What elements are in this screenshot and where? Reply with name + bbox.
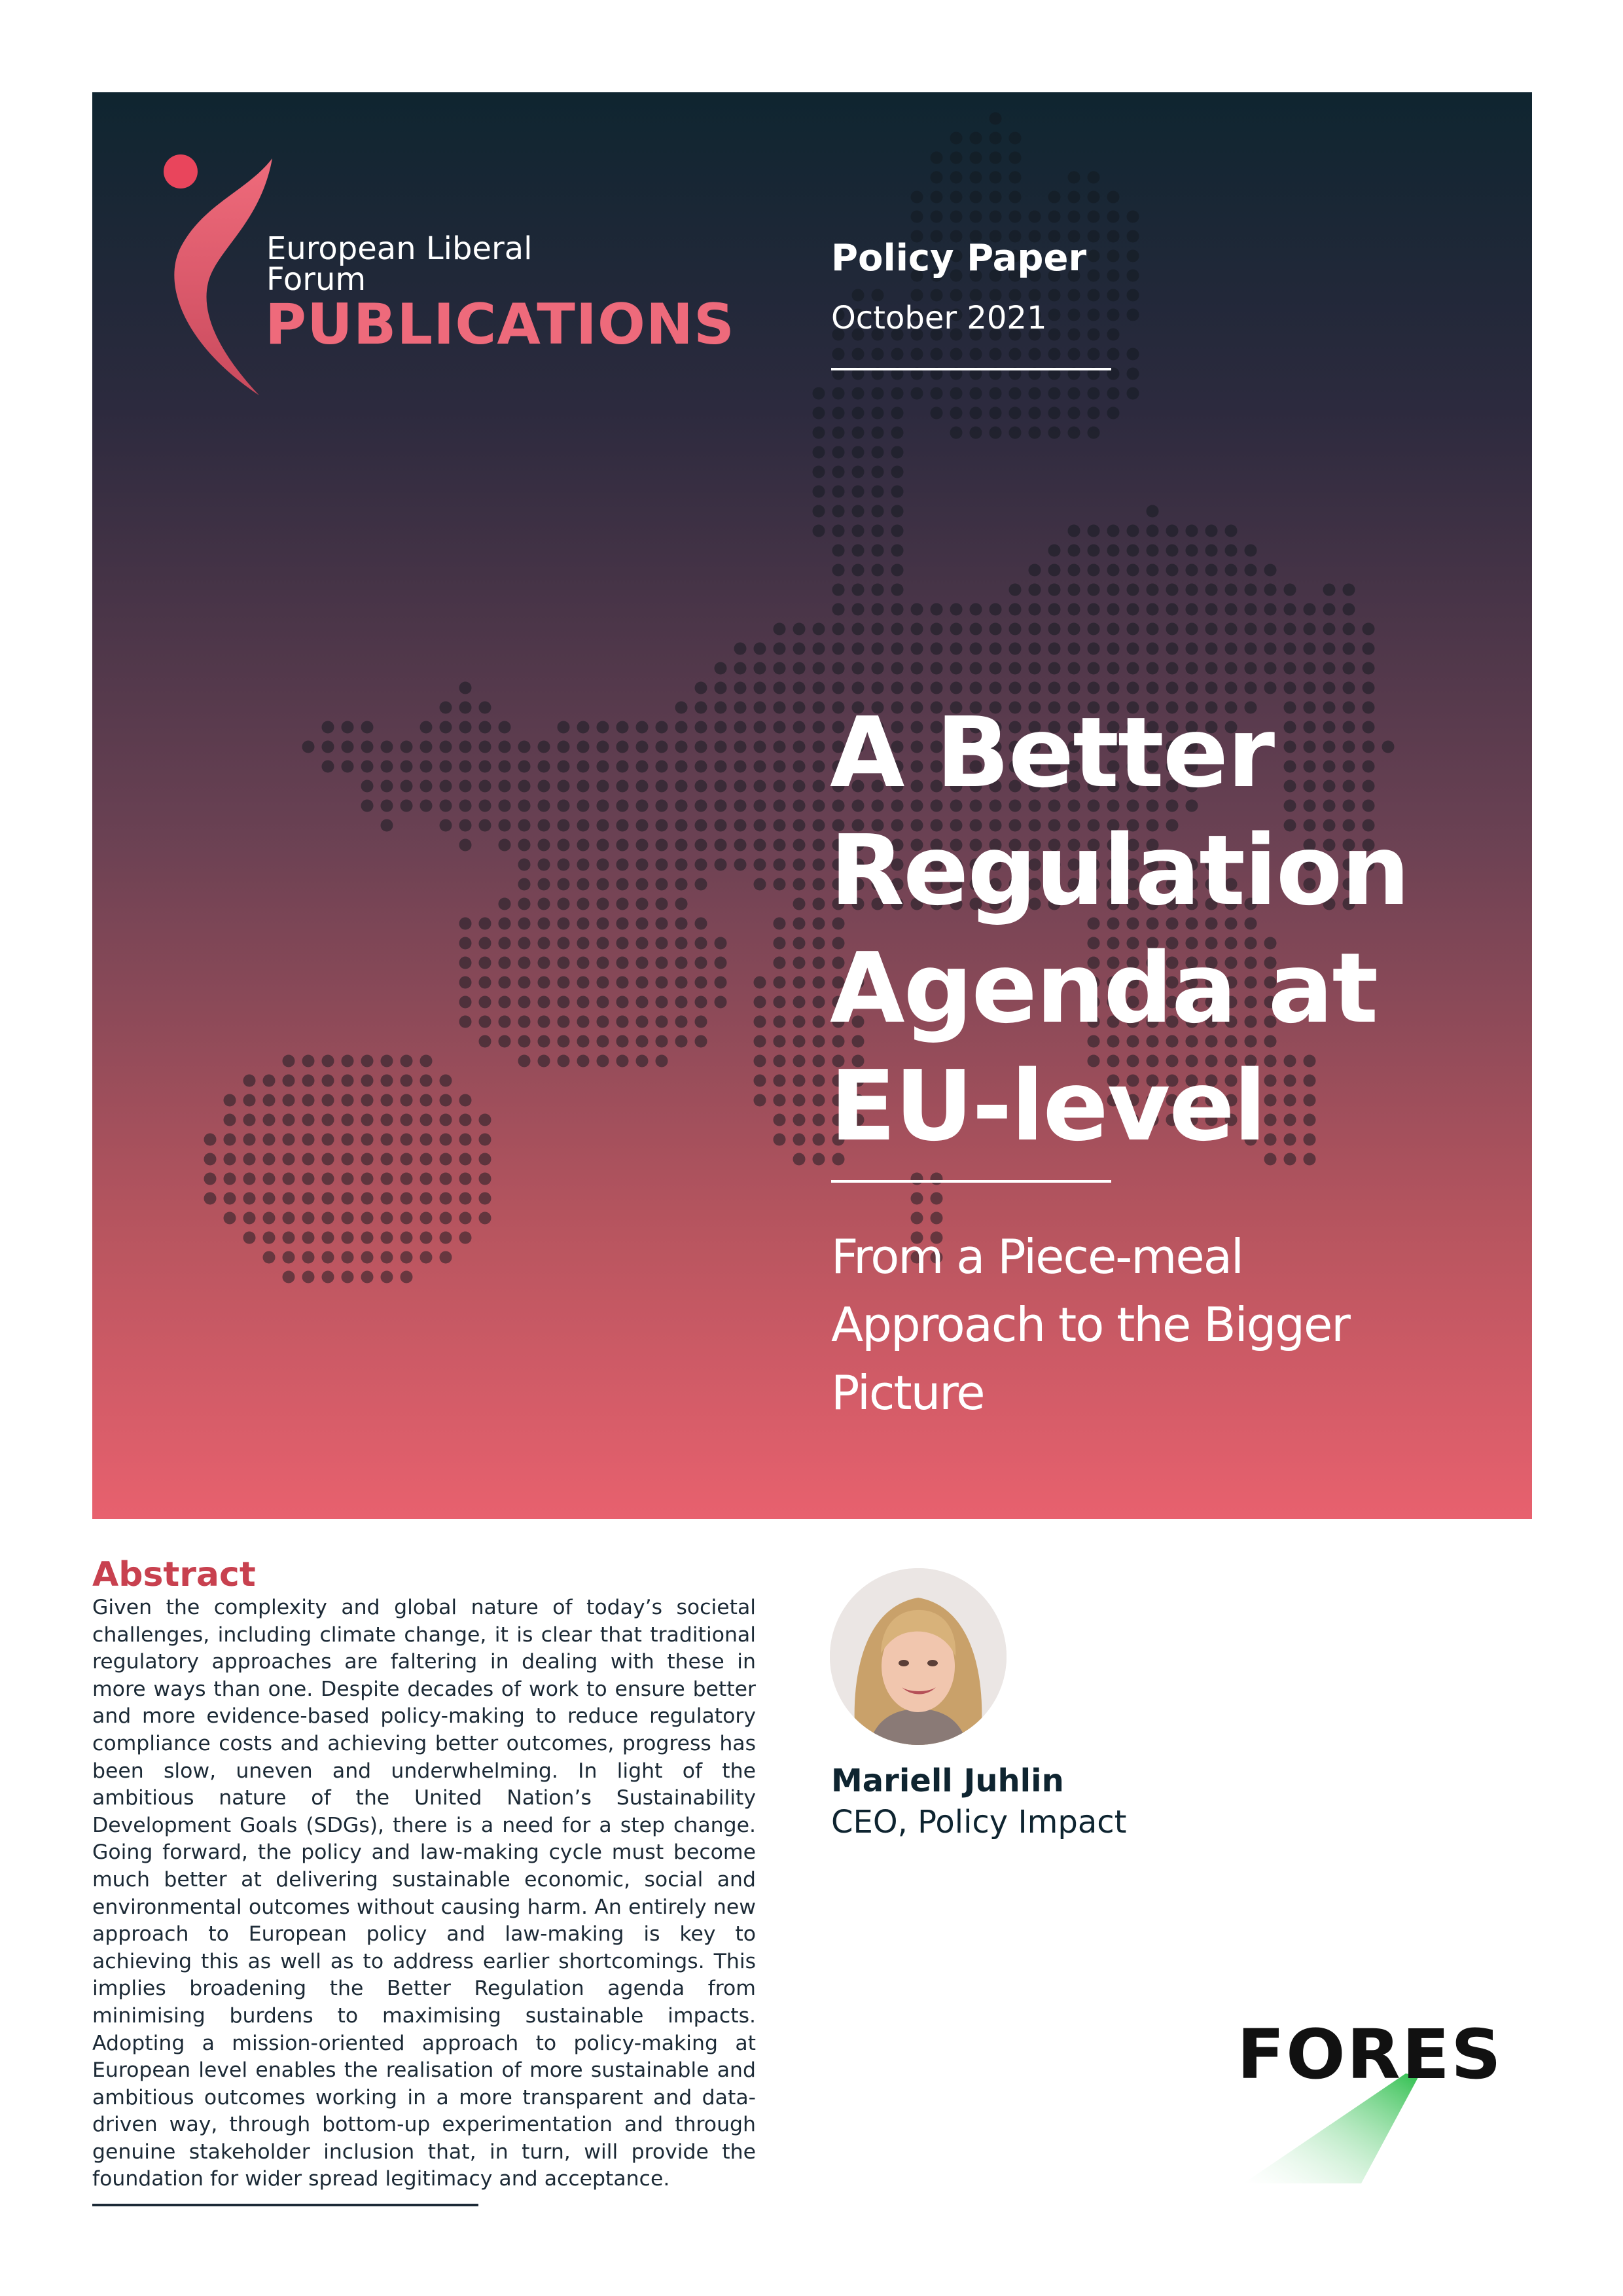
title-divider: [831, 1180, 1111, 1183]
paper-series: Policy Paper: [831, 237, 1087, 279]
title-line: Regulation: [830, 814, 1409, 927]
subtitle-line: Picture: [831, 1365, 984, 1420]
elf-logo-icon: [162, 152, 280, 401]
title-line: A Better: [830, 696, 1274, 809]
fores-logo-icon: [1237, 2016, 1512, 2186]
author-role: CEO, Policy Impact: [831, 1804, 1127, 1840]
subtitle-line: Approach to the Bigger: [831, 1297, 1349, 1352]
title-line: Agenda at: [830, 932, 1378, 1045]
publisher-name-line1: European Liberal: [266, 230, 533, 267]
publisher-publications: PUBLICATIONS: [265, 292, 735, 357]
paper-date: October 2021: [831, 300, 1047, 336]
fores-logo-text: FORES: [1237, 2016, 1503, 2094]
paper-title: [830, 694, 1484, 1165]
abstract-text: Given the complexity and global nature of today’s societal challenges, including climate change, it is clear that traditional regulatory approaches are faltering in dealing with these in more ways than one. Despite decades of work to ensure better and more evidence-based policy-making to reduce regulatory compliance costs and achieving better outcomes, progress has been slow, uneven and underwhelming. In light of the ambitious nature of the United Nation’s Sustainability Development Goals (SDGs), there is a need for a step change. Going forward, the policy and law-making cycle must become much better at delivering sustainable economic, social and environmental outcomes without causing harm. An entirely new approach to European policy and law-making is key to achieving this as well as to address earlier shortcomings. This implies broadening the Better Regulation agenda from minimising burdens to maximising sustainable impacts. Adopting a mission-oriented approach to policy-making at European level enables the realisation of more sustainable and ambitious outcomes working in a more transparent and data-driven way, through bottom-up experimentation and through genuine stakeholder inclusion that, in turn, will provide the foundation for wider spread legitimacy and acceptance.: [92, 1596, 756, 2191]
paper-subtitle: [831, 1223, 1486, 1427]
header-divider: [831, 368, 1111, 370]
footer-divider: [92, 2204, 478, 2206]
subtitle-line: From a Piece-meal: [831, 1229, 1243, 1284]
title-line: EU-level: [830, 1050, 1266, 1162]
author-avatar: [830, 1568, 1007, 1745]
author-name: Mariell Juhlin: [831, 1763, 1064, 1799]
abstract-heading: Abstract: [92, 1555, 256, 1594]
publisher-name-line2: Forum: [266, 261, 366, 298]
author-portrait-icon: [830, 1568, 1007, 1745]
